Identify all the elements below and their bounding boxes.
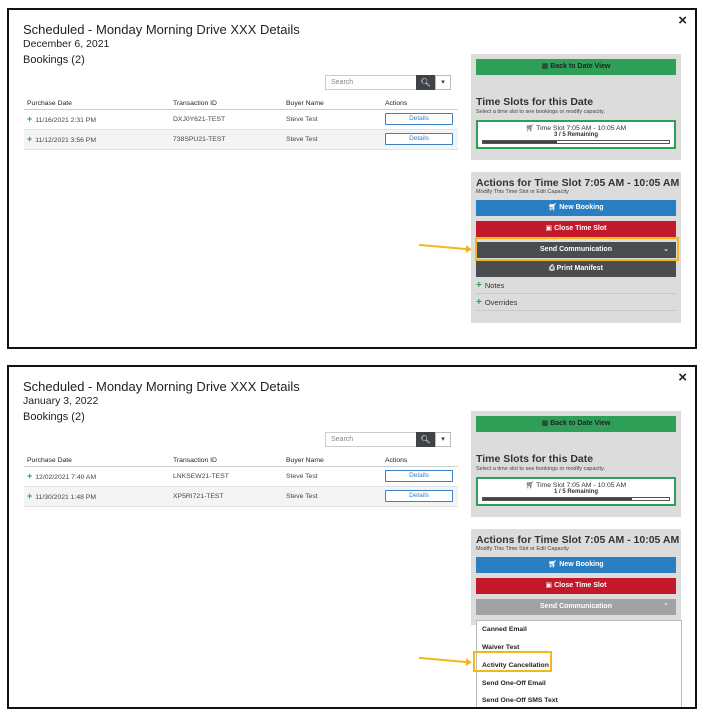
- time-slots-subtext: Select a time slot to see bookings or modify capacity.: [476, 466, 605, 472]
- transaction-id: LNKSEW21-TEST: [170, 466, 283, 486]
- actions-subtext: Modify This Time Slot or Edit Capacity: [476, 189, 569, 195]
- plus-icon: +: [476, 280, 482, 291]
- sidebar-top: [471, 411, 681, 517]
- calendar-icon: ▦: [541, 63, 549, 70]
- activity-cancellation-highlight: [473, 651, 552, 672]
- new-booking-button[interactable]: 🛒︎ New Booking: [476, 557, 676, 573]
- modal-title: Scheduled - Monday Morning Drive XXX Details: [23, 22, 300, 37]
- buyer-name: Steve Test: [283, 129, 382, 149]
- caret-down-icon: ▾: [441, 79, 445, 86]
- details-button[interactable]: Details: [385, 113, 453, 125]
- menu-item-send-one-off-sms[interactable]: Send One-Off SMS Text: [482, 697, 558, 704]
- bookings-heading: Bookings (2): [23, 54, 85, 66]
- print-icon: ⎙: [549, 265, 555, 272]
- close-time-slot-button[interactable]: ▣ Close Time Slot: [476, 578, 676, 594]
- table-row: [24, 466, 458, 486]
- send-communication-button[interactable]: Send Communication ⌄: [476, 242, 676, 258]
- col-buyer-name: Buyer Name: [283, 456, 382, 466]
- bookings-table: [24, 456, 458, 507]
- menu-item-activity-cancellation[interactable]: Activity Cancellation: [482, 662, 549, 669]
- capacity-bar: [482, 497, 670, 501]
- time-slots-heading: Time Slots for this Date: [476, 453, 594, 465]
- details-button[interactable]: Details: [385, 490, 453, 502]
- menu-item-send-one-off-email[interactable]: Send One-Off Email: [482, 680, 546, 687]
- search-input[interactable]: Search: [325, 432, 417, 447]
- time-slot-label: Time Slot 7:05 AM - 10:05 AM: [536, 125, 627, 132]
- buyer-name: Steve Test: [283, 486, 382, 506]
- caret-down-icon: ▾: [441, 436, 445, 443]
- transaction-id: DXJ0Y621-TEST: [170, 109, 283, 129]
- chevron-down-icon: ⌄: [663, 246, 669, 253]
- purchase-date: 11/16/2021 2:31 PM: [35, 117, 96, 124]
- cart-icon: 🛒︎: [525, 125, 535, 132]
- capacity-bar-fill: [483, 141, 557, 143]
- actions-heading: Actions for Time Slot 7:05 AM - 10:05 AM: [476, 534, 680, 546]
- lock-icon: ▣: [545, 225, 553, 232]
- chevron-up-icon: ⌃: [663, 603, 669, 610]
- search-button[interactable]: [416, 75, 435, 90]
- search-button[interactable]: [416, 432, 435, 447]
- col-purchase-date: Purchase Date: [24, 99, 170, 109]
- search-options-button[interactable]: [435, 75, 451, 90]
- transaction-id: 738SPU21-TEST: [170, 129, 283, 149]
- lock-icon: ▣: [545, 582, 553, 589]
- actions-heading: Actions for Time Slot 7:05 AM - 10:05 AM: [476, 177, 680, 189]
- back-to-date-view-button[interactable]: ▦ Back to Date View: [476, 59, 676, 75]
- table-row: [24, 486, 458, 506]
- capacity-bar-fill: [483, 498, 632, 500]
- buyer-name: Steve Test: [283, 109, 382, 129]
- time-slot-card[interactable]: [476, 120, 676, 149]
- cart-icon: 🛒︎: [548, 204, 558, 211]
- modal-title: Scheduled - Monday Morning Drive XXX Details: [23, 379, 300, 394]
- slot-remaining: 3 / 5 Remaining: [553, 132, 598, 138]
- send-communication-highlight: [475, 237, 679, 261]
- menu-item-waiver-test[interactable]: Waiver Test: [482, 644, 520, 651]
- back-to-date-view-button[interactable]: ▦ Back to Date View: [476, 416, 676, 432]
- bookings-heading: Bookings (2): [23, 411, 85, 423]
- expand-row-icon[interactable]: +: [27, 134, 33, 144]
- search-icon: 🔍︎: [420, 78, 431, 87]
- sidebar-top: [471, 54, 681, 160]
- col-actions: Actions: [382, 99, 458, 109]
- close-icon[interactable]: ×: [678, 369, 687, 386]
- col-actions: Actions: [382, 456, 458, 466]
- col-purchase-date: Purchase Date: [24, 456, 170, 466]
- menu-item-canned-email[interactable]: Canned Email: [482, 626, 527, 633]
- buyer-name: Steve Test: [283, 466, 382, 486]
- arrow-annotation: [419, 657, 467, 663]
- capacity-bar: [482, 140, 670, 144]
- purchase-date: 11/12/2021 3:56 PM: [35, 137, 96, 144]
- cart-icon: 🛒︎: [548, 561, 558, 568]
- search-options-button[interactable]: [435, 432, 451, 447]
- search-icon: 🔍︎: [420, 435, 431, 444]
- details-modal-1: [7, 8, 697, 349]
- calendar-icon: ▦: [541, 420, 549, 427]
- purchase-date: 11/30/2021 1:48 PM: [35, 494, 96, 501]
- time-slots-subtext: Select a time slot to see bookings or modify capacity.: [476, 109, 605, 115]
- transaction-id: XP5RI721-TEST: [170, 486, 283, 506]
- purchase-date: 12/02/2021 7:40 AM: [35, 474, 97, 481]
- new-booking-button[interactable]: 🛒︎ New Booking: [476, 200, 676, 216]
- cart-icon: 🛒︎: [525, 482, 535, 489]
- arrow-annotation: [419, 244, 467, 250]
- sidebar-actions: [471, 529, 681, 625]
- col-transaction-id: Transaction ID: [170, 99, 283, 109]
- search-input[interactable]: Search: [325, 75, 417, 90]
- modal-date: January 3, 2022: [23, 395, 99, 407]
- col-buyer-name: Buyer Name: [283, 99, 382, 109]
- close-icon[interactable]: ×: [678, 12, 687, 29]
- details-modal-2: [7, 365, 697, 709]
- print-manifest-button[interactable]: ⎙ Print Manifest: [476, 261, 676, 277]
- slot-remaining: 1 / 5 Remaining: [553, 489, 598, 495]
- details-button[interactable]: Details: [385, 133, 453, 145]
- actions-subtext: Modify This Time Slot or Edit Capacity: [476, 546, 569, 552]
- time-slot-card[interactable]: [476, 477, 676, 506]
- plus-icon: +: [476, 297, 482, 308]
- send-communication-button[interactable]: Send Communication ⌃: [476, 599, 676, 615]
- table-row: [24, 109, 458, 129]
- bookings-table: [24, 99, 458, 150]
- expand-row-icon[interactable]: +: [27, 471, 33, 481]
- details-button[interactable]: Details: [385, 470, 453, 482]
- expand-row-icon[interactable]: +: [27, 491, 33, 501]
- notes-accordion[interactable]: [476, 278, 676, 294]
- overrides-accordion[interactable]: [476, 295, 676, 311]
- close-time-slot-button[interactable]: ▣ Close Time Slot: [476, 221, 676, 237]
- notes-label: Notes: [484, 281, 505, 290]
- overrides-label: Overrides: [484, 298, 518, 307]
- modal-date: December 6, 2021: [23, 38, 110, 50]
- time-slots-heading: Time Slots for this Date: [476, 96, 594, 108]
- table-row: [24, 129, 458, 149]
- col-transaction-id: Transaction ID: [170, 456, 283, 466]
- time-slot-label: Time Slot 7:05 AM - 10:05 AM: [536, 482, 627, 489]
- expand-row-icon[interactable]: +: [27, 114, 33, 124]
